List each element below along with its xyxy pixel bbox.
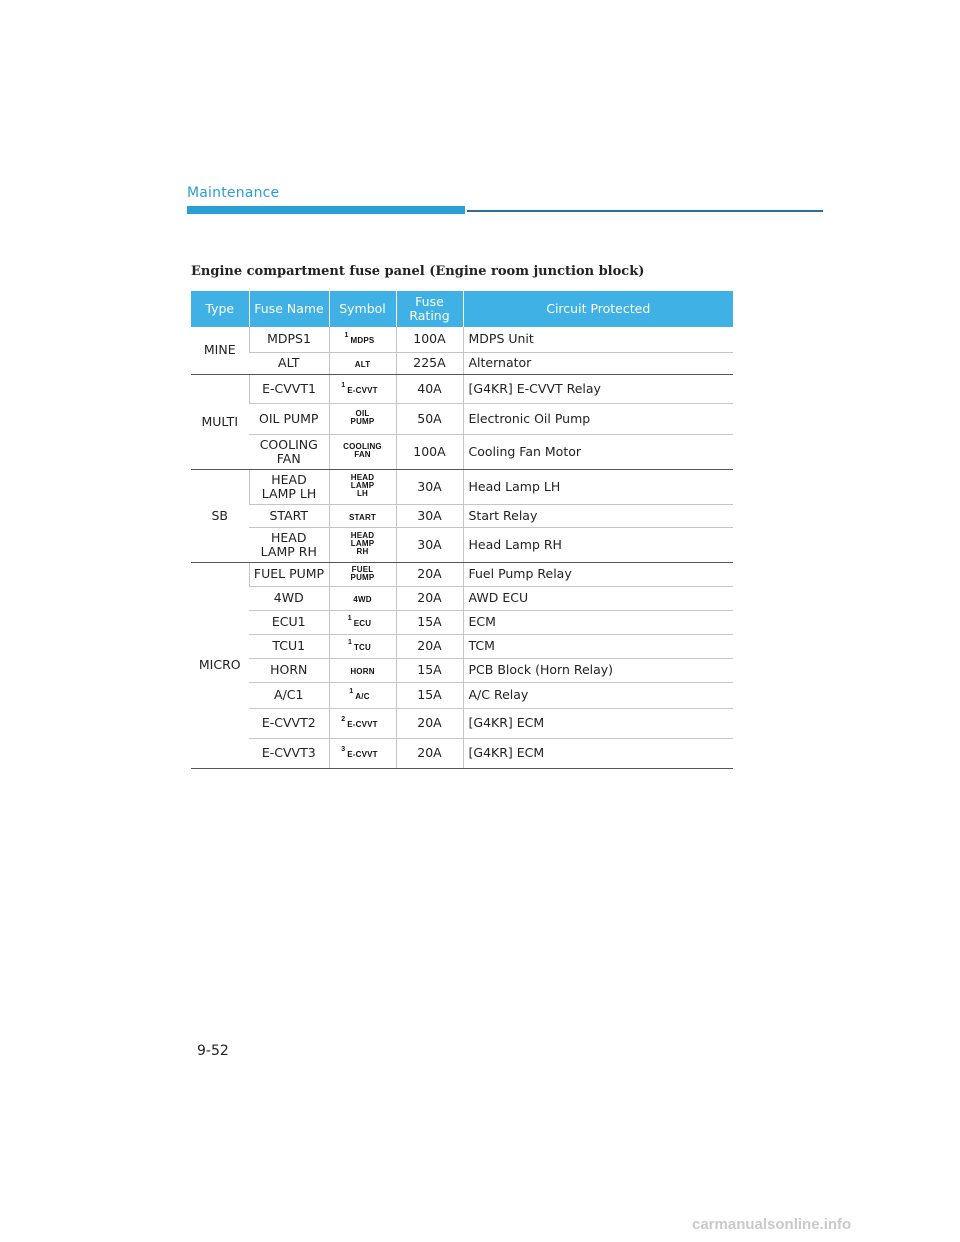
fuse-rating: 20A — [396, 738, 463, 768]
fuse-symbol-label: OIL PUMP — [350, 409, 375, 426]
fuse-symbol — [329, 504, 396, 527]
fuse-name: HORN — [249, 658, 329, 682]
fuse-symbol — [329, 708, 396, 738]
fuse-rating: 30A — [396, 504, 463, 527]
circuit-protected: A/C Relay — [463, 682, 733, 708]
table-body — [191, 327, 733, 768]
fuse-name: E-CVVT3 — [249, 738, 329, 768]
fuse-symbol — [329, 682, 396, 708]
fuse-name: OIL PUMP — [249, 403, 329, 434]
fuse-symbol-label: ALT — [354, 360, 371, 369]
circuit-protected: ECM — [463, 610, 733, 634]
table-row — [191, 504, 733, 527]
table-row — [191, 527, 733, 562]
fuse-symbol-icon — [353, 596, 371, 604]
fuse-name: A/C1 — [249, 682, 329, 708]
fuse-rating: 20A — [396, 586, 463, 610]
fuse-symbol-number: 1 — [347, 615, 352, 622]
fuse-symbol-icon — [343, 443, 382, 459]
fuse-rating: 30A — [396, 469, 463, 504]
circuit-protected: Cooling Fan Motor — [463, 434, 733, 469]
fuse-symbol-label: MDPS — [350, 336, 375, 346]
fuse-symbol — [329, 327, 396, 352]
circuit-protected: AWD ECU — [463, 586, 733, 610]
fuse-symbol — [329, 374, 396, 403]
fuse-symbol — [329, 738, 396, 768]
fuse-symbol-label: ECU — [353, 619, 372, 628]
fuse-symbol-label: E-CVVT — [347, 750, 378, 759]
fuse-symbol — [329, 610, 396, 634]
fuse-rating: 40A — [396, 374, 463, 403]
fuse-rating: 20A — [396, 708, 463, 738]
header-rule — [467, 210, 823, 212]
table-row — [191, 469, 733, 504]
fuse-symbol-icon — [351, 532, 374, 556]
fuse-symbol — [329, 527, 396, 562]
circuit-protected: Electronic Oil Pump — [463, 403, 733, 434]
fuse-symbol-icon — [355, 361, 371, 369]
fuse-name: E-CVVT2 — [249, 708, 329, 738]
fuse-rating: 100A — [396, 327, 463, 352]
fuse-symbol — [329, 634, 396, 658]
circuit-protected: MDPS Unit — [463, 327, 733, 352]
fuse-rating: 15A — [396, 682, 463, 708]
circuit-protected: Head Lamp LH — [463, 469, 733, 504]
table-row — [191, 634, 733, 658]
fuse-symbol-label: 4WD — [353, 595, 372, 604]
table-header-row — [191, 291, 733, 327]
fuse-symbol-icon — [349, 514, 376, 522]
fuse-symbol-icon — [351, 566, 375, 582]
fuse-name: E-CVVT1 — [249, 374, 329, 403]
fuse-type: MICRO — [191, 562, 249, 768]
fuse-symbol-label: COOLING FAN — [343, 442, 382, 459]
fuse-name: ALT — [249, 352, 329, 374]
fuse-name: TCU1 — [249, 634, 329, 658]
fuse-symbol-icon — [347, 615, 372, 628]
table-row — [191, 327, 733, 352]
fuse-symbol-number: 3 — [341, 746, 346, 753]
watermark: carmanualsonline.info — [692, 1216, 852, 1233]
table-row — [191, 586, 733, 610]
fuse-name: HEAD LAMP LH — [249, 469, 329, 504]
page-number: 9-52 — [197, 1043, 229, 1059]
fuse-symbol-label: E-CVVT — [347, 385, 378, 395]
column-header-fuse-rating: Fuse Rating — [396, 291, 463, 327]
fuse-symbol-icon — [351, 474, 374, 498]
fuse-symbol-icon — [349, 688, 370, 701]
fuse-type: MINE — [191, 327, 249, 374]
fuse-name: FUEL PUMP — [249, 562, 329, 586]
table-row — [191, 403, 733, 434]
fuse-name: ECU1 — [249, 610, 329, 634]
table-row — [191, 374, 733, 403]
column-header-circuit-protected: Circuit Protected — [463, 291, 733, 327]
header-accent-bar — [187, 206, 465, 214]
table-row — [191, 562, 733, 586]
circuit-protected: Head Lamp RH — [463, 527, 733, 562]
fuse-name: COOLING FAN — [249, 434, 329, 469]
fuse-symbol — [329, 469, 396, 504]
fuse-symbol-number: 1 — [347, 639, 353, 646]
circuit-protected: Alternator — [463, 352, 733, 374]
fuse-symbol-label: A/C — [355, 692, 370, 701]
table-row — [191, 352, 733, 374]
fuse-symbol-label: START — [348, 512, 377, 522]
table-row — [191, 658, 733, 682]
fuse-rating: 225A — [396, 352, 463, 374]
fuse-table — [191, 291, 733, 769]
table-row — [191, 610, 733, 634]
fuse-rating: 15A — [396, 658, 463, 682]
circuit-protected: TCM — [463, 634, 733, 658]
table-row — [191, 682, 733, 708]
circuit-protected: Start Relay — [463, 504, 733, 527]
fuse-symbol-icon — [341, 381, 378, 395]
fuse-symbol-label: TCU — [353, 643, 372, 652]
column-header-type: Type — [191, 291, 249, 327]
fuse-symbol-number: 2 — [341, 716, 346, 723]
fuse-symbol-number: 1 — [349, 688, 354, 695]
fuse-name: 4WD — [249, 586, 329, 610]
fuse-symbol-label: HEAD LAMP RH — [350, 531, 375, 556]
fuse-symbol-label: E-CVVT — [347, 720, 378, 729]
column-header-fuse-name: Fuse Name — [249, 291, 329, 327]
section-header: Maintenance — [187, 185, 280, 201]
fuse-rating: 20A — [396, 562, 463, 586]
circuit-protected: [G4KR] E-CVVT Relay — [463, 374, 733, 403]
fuse-symbol — [329, 562, 396, 586]
circuit-protected: PCB Block (Horn Relay) — [463, 658, 733, 682]
fuse-symbol-icon — [344, 332, 375, 346]
column-header-symbol: Symbol — [329, 291, 396, 327]
fuse-rating: 100A — [396, 434, 463, 469]
fuse-rating: 50A — [396, 403, 463, 434]
fuse-symbol — [329, 434, 396, 469]
fuse-symbol-icon — [341, 716, 378, 729]
fuse-name: HEAD LAMP RH — [249, 527, 329, 562]
table-row — [191, 708, 733, 738]
fuse-symbol — [329, 352, 396, 374]
circuit-protected: Fuel Pump Relay — [463, 562, 733, 586]
circuit-protected: [G4KR] ECM — [463, 708, 733, 738]
fuse-type: SB — [191, 469, 249, 562]
fuse-name: MDPS1 — [249, 327, 329, 352]
fuse-rating: 15A — [396, 610, 463, 634]
fuse-type: MULTI — [191, 374, 249, 469]
section-title: Engine compartment fuse panel (Engine room junction block) — [191, 264, 645, 279]
fuse-symbol-label: FUEL PUMP — [350, 564, 375, 582]
fuse-name: START — [249, 504, 329, 527]
fuse-rating: 20A — [396, 634, 463, 658]
fuse-symbol-icon — [351, 410, 375, 426]
fuse-rating: 30A — [396, 527, 463, 562]
fuse-symbol — [329, 586, 396, 610]
fuse-symbol-number: 1 — [341, 381, 346, 389]
fuse-symbol-icon — [341, 746, 378, 759]
fuse-symbol-label: HEAD LAMP LH — [350, 473, 375, 498]
table-row — [191, 434, 733, 469]
fuse-symbol-icon — [350, 668, 374, 676]
fuse-symbol-label: HORN — [350, 667, 375, 676]
fuse-symbol — [329, 658, 396, 682]
circuit-protected: [G4KR] ECM — [463, 738, 733, 768]
fuse-symbol-number: 1 — [344, 332, 349, 340]
fuse-symbol — [329, 403, 396, 434]
fuse-symbol-icon — [347, 639, 372, 652]
table-row — [191, 738, 733, 768]
